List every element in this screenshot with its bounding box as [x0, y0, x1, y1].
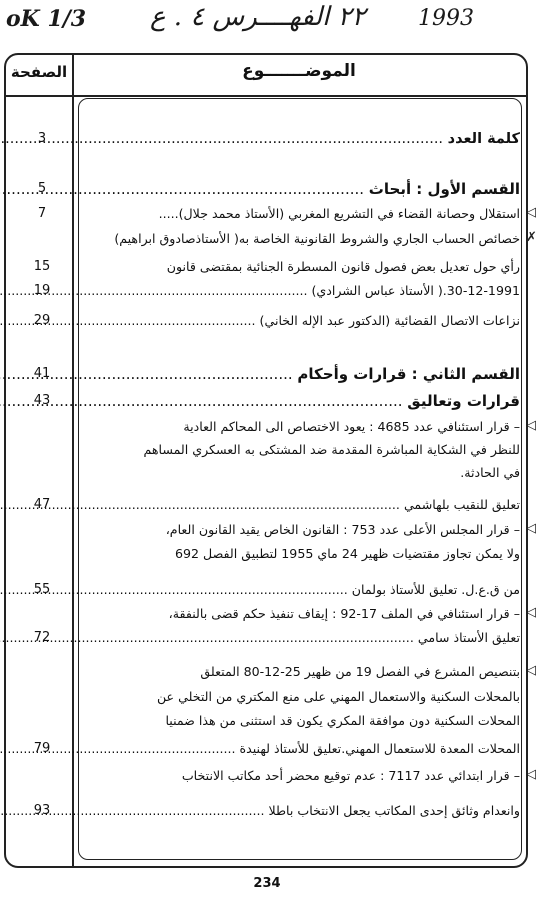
toc-page-number: 5: [37, 181, 47, 196]
toc-entry-line: القسم الثاني : قرارات وأحكام .....: [90, 365, 520, 383]
toc-entry-line: خصائص الحساب الجاري والشروط القانونية الخاصة به( الأستاذصادوق ابراهيم): [114, 231, 520, 246]
toc-page-number: 43: [33, 393, 51, 408]
toc-page-number: 3: [37, 131, 47, 146]
toc-entry-line: بتنصيص المشرع في الفصل 19 من ظهير 25-12-80 المتعلق: [200, 664, 520, 679]
toc-page-number: 72: [33, 630, 51, 645]
toc-entry-line: القسم الأول : أبحاث .....: [90, 180, 520, 198]
toc-entry-line: – قرار ابتدائي عدد 7117 : عدم توقيع محضر أحد مكاتب الانتخاب: [181, 768, 520, 783]
toc-header-row: [6, 55, 526, 97]
toc-page-number: 15: [33, 259, 51, 274]
toc-entry-line: – قرار استئنافي عدد 4685 : يعود الاختصاص الى المحاكم العادية: [183, 419, 520, 434]
subject-column-header: الموضـــــــوع: [242, 61, 356, 81]
toc-entry-line: تعليق للنقيب بلهاشمي .....: [90, 496, 520, 514]
toc-entry-line: للنظر في الشكاية المباشرة المقدمة ضد المشتكى به العسكري المساهم: [143, 442, 520, 457]
toc-entry-line: ولا يمكن تجاوز مقتضيات ظهير 24 ماي 1955 لتطبيق الفصل 692: [175, 546, 520, 561]
toc-page-number: 19: [33, 283, 51, 298]
handwritten-note-right: 1993: [418, 6, 474, 31]
margin-mark-icon: ◁: [526, 205, 536, 220]
toc-entry-line: – قرار المجلس الأعلى عدد 753 : القانون الخاص يقيد القانون العام،: [165, 522, 520, 537]
toc-entry-line: وانعدام وثائق إحدى المكاتب يجعل الانتخاب باطلا .....: [90, 802, 520, 820]
margin-mark-icon: ◁: [526, 605, 536, 620]
toc-entry-line: 30-12-1991.( الأستاذ عباس الشرادي) .....: [90, 282, 520, 300]
toc-page-number: 7: [37, 206, 47, 221]
toc-page-number: 29: [33, 313, 51, 328]
margin-mark-icon: ◁: [526, 767, 536, 782]
handwritten-note-center: ٢٢ الفهــــرس ٤ . ع: [150, 2, 366, 32]
toc-entry-line: تعليق الأستاذ سامي .....: [90, 629, 520, 647]
toc-entry-line: كلمة العدد .....: [90, 130, 520, 148]
toc-page-number: 55: [33, 582, 51, 597]
toc-entry-line: المحلات المعدة للاستعمال المهني.تعليق للأستاذ لهنيدة .....: [90, 740, 520, 758]
margin-mark-icon: ◁: [526, 521, 536, 536]
margin-mark-icon: ✗: [526, 230, 537, 245]
toc-page-number: 79: [33, 741, 51, 756]
margin-mark-icon: ◁: [526, 418, 536, 433]
toc-entry-line: قرارات وتعاليق .....: [90, 392, 520, 410]
toc-entry-line: في الحادثة.: [460, 465, 520, 480]
toc-entry-line: – قرار استئنافي في الملف 17-92 : إيقاف تنفيذ حكم قضى بالنفقة،: [168, 606, 520, 621]
page-column-header: الصفحة: [10, 63, 68, 81]
toc-entry-line: المحلات السكنية دون موافقة المكري يكون قد استثنى من هذا ضمنيا: [165, 713, 520, 728]
toc-entry-line: رأي حول تعديل بعض فصول قانون المسطرة الجنائية بمقتضى قانون: [166, 259, 520, 274]
toc-entry-line: من ق.ع.ل. تعليق للأستاذ بولمان .....: [90, 581, 520, 599]
handwritten-note-left: oK 1/3: [6, 6, 87, 32]
toc-entry-line: نزاعات الاتصال القضائية (الدكتور عبد الإله الخاني) .....: [90, 312, 520, 330]
toc-entry-line: استقلال وحصانة القضاء في التشريع المغربي (الأستاذ محمد جلال).....: [158, 206, 520, 221]
toc-page-number: 93: [33, 803, 51, 818]
toc-page-number: 41: [33, 366, 51, 381]
toc-entry-line: بالمحلات السكنية والاستعمال المهني على منع المكتري من التخلي عن: [156, 689, 520, 704]
page-number-footer: 234: [253, 876, 281, 891]
toc-page-number: 47: [33, 497, 51, 512]
margin-mark-icon: ◁: [526, 663, 536, 678]
